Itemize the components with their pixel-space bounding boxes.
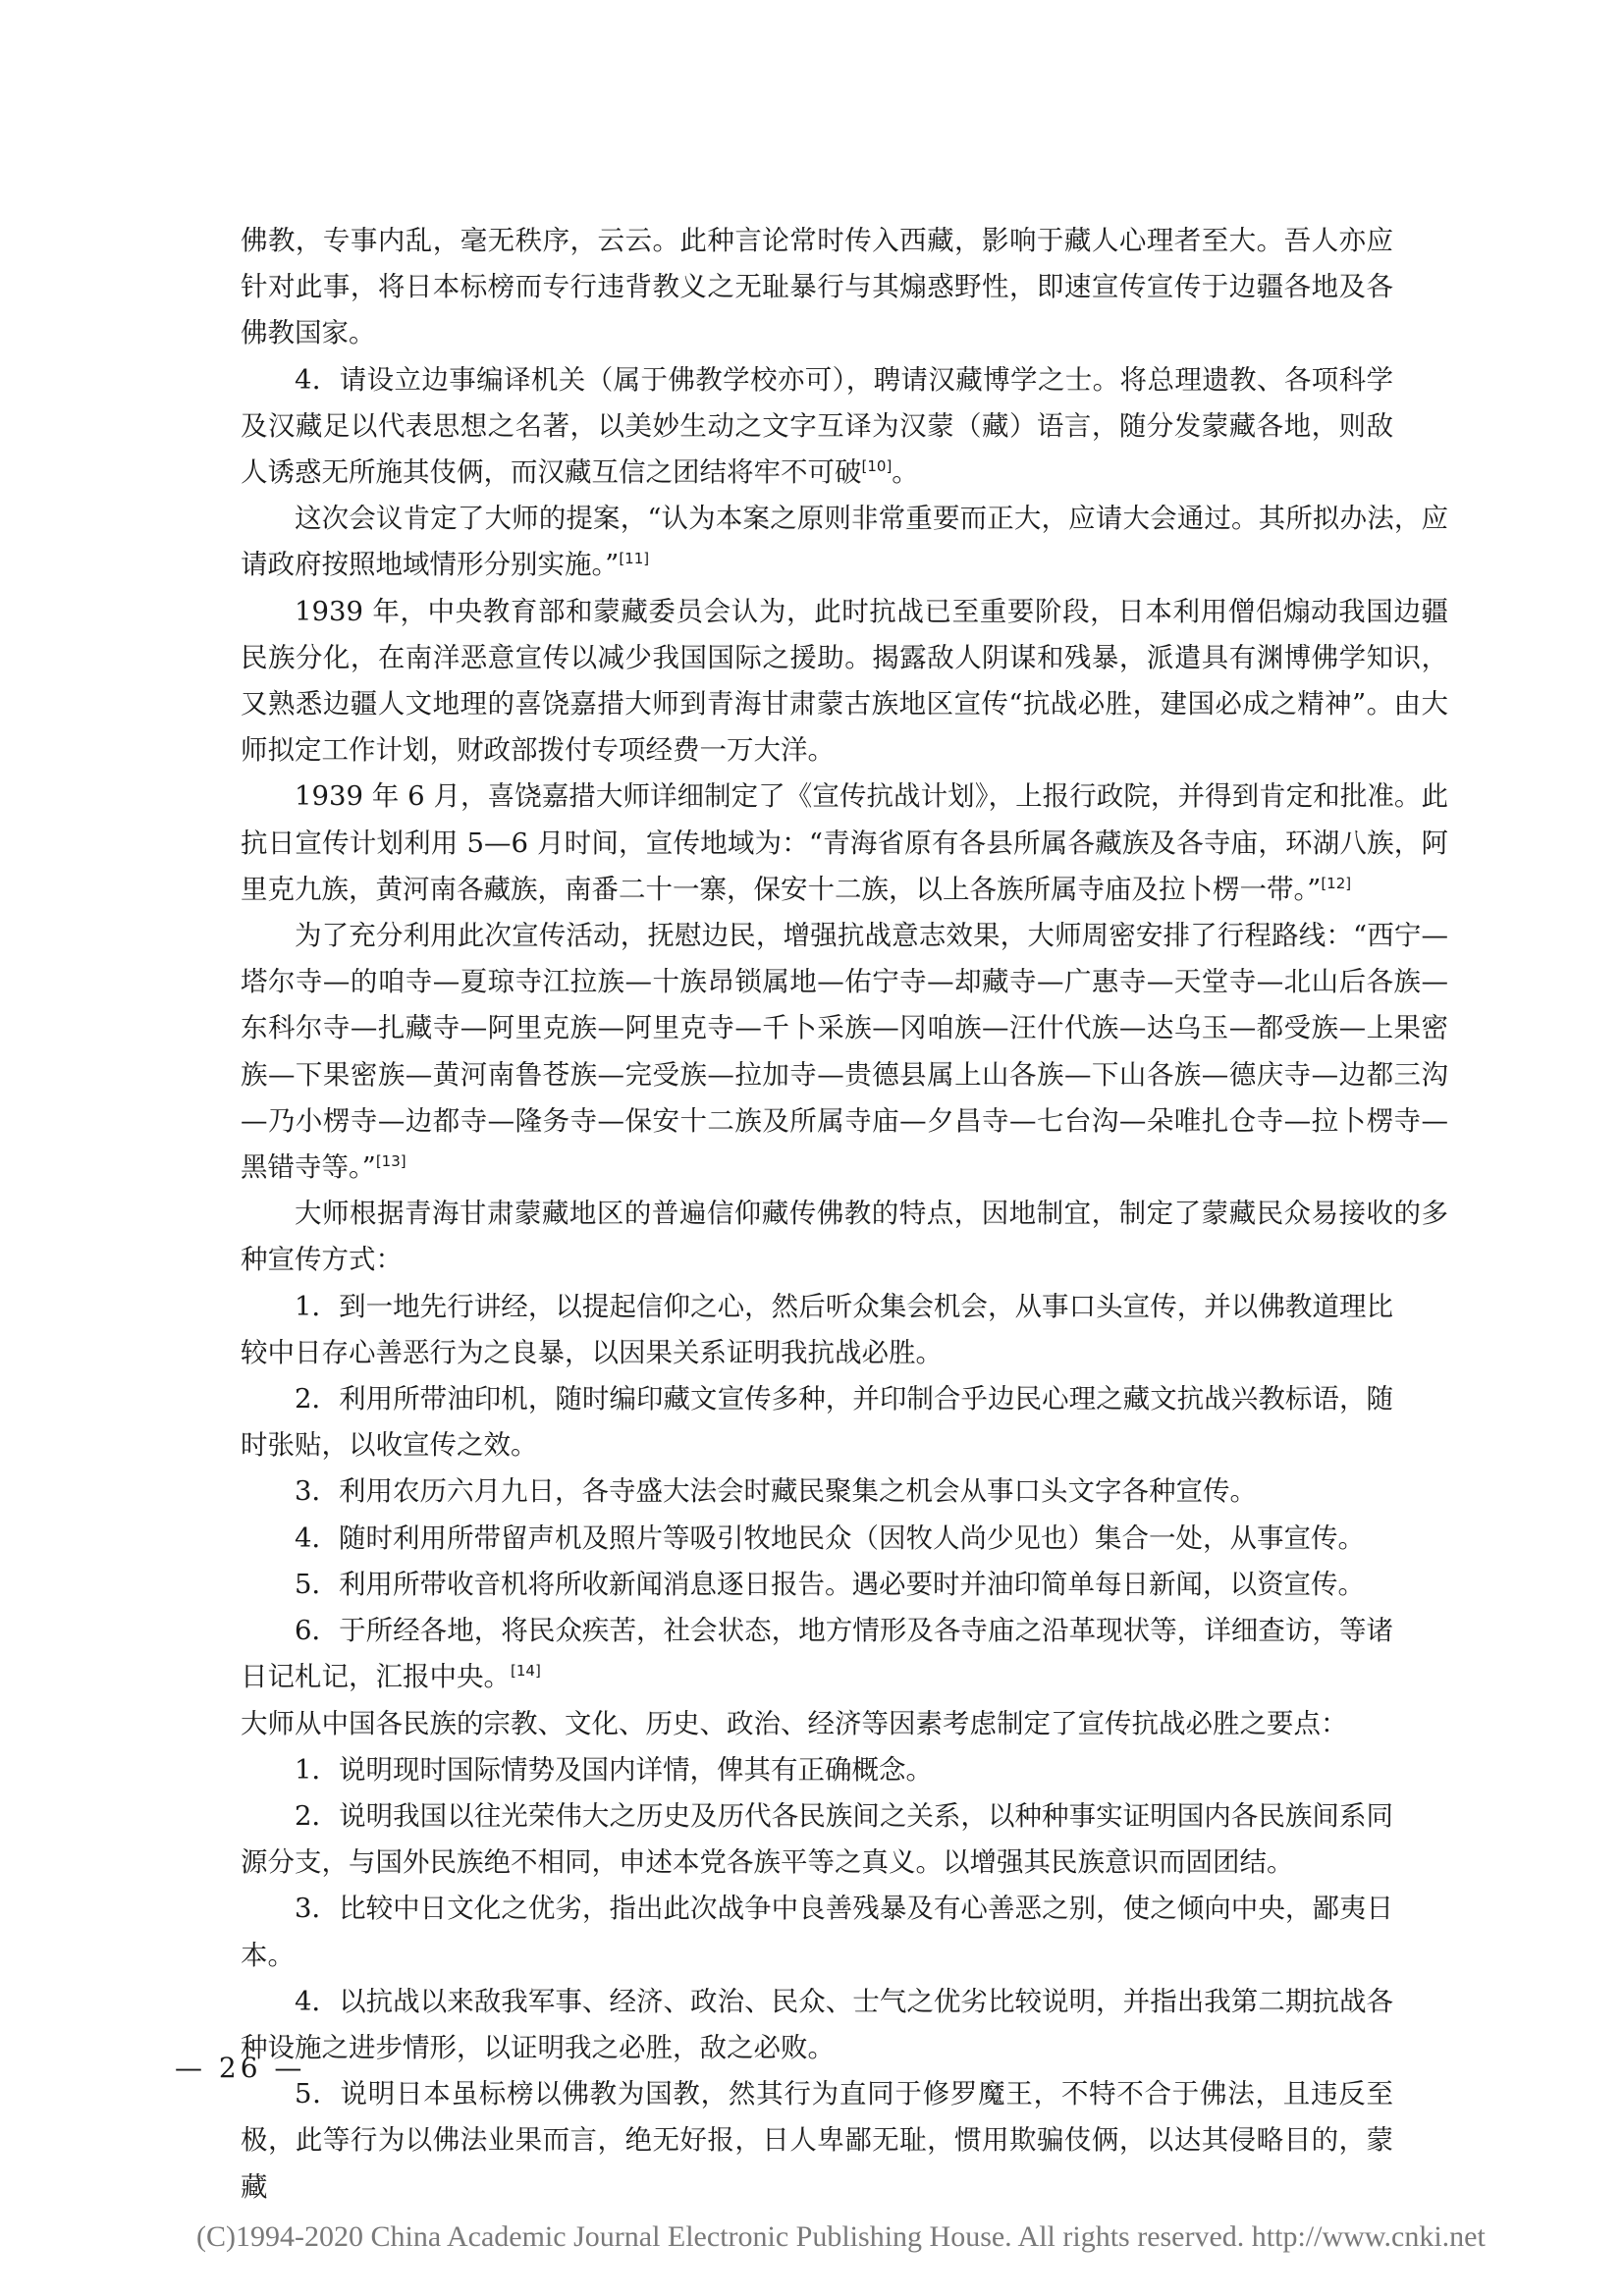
paragraph	[241, 1516, 1393, 1562]
paragraph	[241, 1747, 1393, 1793]
paragraph-text: 为了充分利用此次宣传活动，抚慰边民，增强抗战意志效果，大师周密安排了行程路线：“西宁—塔尔寺—的咱寺—夏琼寺江拉族—十族昂锁属地—佑宁寺—却藏寺—广惠寺—天堂寺—北山后各族—东科尔寺—扎藏寺—阿里克族—阿里克寺—千卜采族—冈咱族—汪什代族—达乌玉—都受族—上果密族—下果密族—黄河南鲁苍族—完受族—拉加寺—贵德县属上山各族—下山各族—德庆寺—边都三沟—乃小楞寺—边都寺—隆务寺—保安十二族及所属寺庙—夕昌寺—七台沟—朵唯扎仓寺—拉卜楞寺—黑错寺等。”	[241, 920, 1448, 1184]
page-number: — 26 —	[175, 2052, 306, 2084]
paragraph-text: 1．说明现时国际情势及国内详情，俾其有正确概念。	[295, 1753, 933, 1786]
paragraph	[241, 1376, 1393, 1468]
citation-reference: [13]	[375, 1151, 406, 1170]
paragraph-text: 大师根据青海甘肃蒙藏地区的普遍信仰藏传佛教的特点，因地制宜，制定了蒙藏民众易接收的多种宣传方式：	[241, 1198, 1448, 1276]
paragraph	[241, 1608, 1393, 1700]
paragraph-text: 2．利用所带油印机，随时编印藏文宣传多种，并印制合乎边民心理之藏文抗战兴教标语，随时张贴，以收宣传之效。	[241, 1383, 1393, 1462]
paragraph	[241, 1468, 1393, 1515]
copyright-footer: (C)1994-2020 China Academic Journal Electronic Publishing House. All rights reserved. http://www.cnki.net	[196, 2220, 1486, 2253]
paragraph	[241, 589, 1448, 774]
paragraph	[241, 1284, 1393, 1376]
paragraph-text: 3．利用农历六月九日，各寺盛大法会时藏民聚集之机会从事口头文字各种宣传。	[295, 1475, 1257, 1508]
paragraph-text: 4．随时利用所带留声机及照片等吸引牧地民众（因牧人尚少见也）集合一处，从事宣传。	[295, 1522, 1365, 1554]
paragraph-text: 6．于所经各地，将民众疾苦，社会状态，地方情形及各寺庙之沿革现状等，详细查访，等诸日记札记，汇报中央。	[241, 1615, 1393, 1693]
paragraph	[241, 1562, 1393, 1608]
article-body	[241, 218, 1448, 2211]
paragraph-text: 这次会议肯定了大师的提案，“认为本案之原则非常重要而正大，应请大会通过。其所拟办法，应请政府按照地域情形分别实施。”	[241, 503, 1448, 581]
paragraph-text: 3．比较中日文化之优劣，指出此次战争中良善残暴及有心善恶之别，使之倾向中央，鄙夷日本。	[241, 1893, 1393, 1971]
paragraph	[241, 357, 1393, 497]
citation-reference: [14]	[511, 1662, 541, 1681]
paragraph	[241, 1793, 1393, 1886]
paragraph-text: 1939 年，中央教育部和蒙藏委员会认为，此时抗战已至重要阶段，日本利用僧侣煽动我国边疆民族分化，在南洋恶意宣传以减少我国国际之援助。揭露敌人阴谋和残暴，派遣具有渊博佛学知识，又熟悉边疆人文地理的喜饶嘉措大师到青海甘肃蒙古族地区宣传“抗战必胜，建国必成之精神”。由大师拟定工作计划，财政部拨付专项经费一万大洋。	[241, 595, 1448, 767]
paragraph	[241, 913, 1448, 1191]
paragraph	[241, 774, 1448, 913]
paragraph-text: 1939 年 6 月，喜饶嘉措大师详细制定了《宣传抗战计划》，上报行政院，并得到肯定和批准。此抗日宣传计划利用 5—6 月时间，宣传地域为：“青海省原有各县所属各藏族及各寺庙，环湖八族，阿里克九族，黄河南各藏族，南番二十一寨，保安十二族，以上各族所属寺庙及拉卜楞一带。”	[241, 780, 1448, 905]
paragraph-text: 4．请设立边事编译机关（属于佛教学校亦可），聘请汉藏博学之士。将总理遗教、各项科学及汉藏足以代表思想之名著，以美妙生动之文字互译为汉蒙（藏）语言，随分发蒙藏各地，则敌人诱惑无所施其伎俩，而汉藏互信之团结将牢不可破	[241, 363, 1393, 489]
paragraph	[241, 1979, 1393, 2071]
paragraph-text: 5．利用所带收音机将所收新闻消息逐日报告。遇必要时并油印简单每日新闻，以资宣传。	[295, 1568, 1365, 1600]
citation-reference: [10]	[861, 456, 893, 475]
paragraph	[241, 218, 1393, 357]
paragraph	[241, 1886, 1393, 1978]
paragraph-text: 1．到一地先行讲经，以提起信仰之心，然后听众集会机会，从事口头宣传，并以佛教道理比较中日存心善恶行为之良暴，以因果关系证明我抗战必胜。	[241, 1290, 1393, 1368]
paragraph	[241, 1191, 1448, 1283]
paragraph-text: 佛教，专事内乱，毫无秩序，云云。此种言论常时传入西藏，影响于藏人心理者至大。吾人亦应针对此事，将日本标榜而专行违背教义之无耻暴行与其煽惑野性，即速宣传宣传于边疆各地及各佛教国家。	[241, 225, 1393, 349]
paragraph-text: 2．说明我国以往光荣伟大之历史及历代各民族间之关系，以种种事实证明国内各民族间系同源分支，与国外民族绝不相同，申述本党各族平等之真义。以增强其民族意识而固团结。	[241, 1799, 1393, 1879]
paragraph-text: 大师从中国各民族的宗教、文化、历史、政治、经济等因素考虑制定了宣传抗战必胜之要点：	[241, 1707, 1348, 1739]
paragraph	[241, 1701, 1448, 1747]
paragraph	[241, 2071, 1393, 2211]
citation-reference: [11]	[619, 550, 650, 568]
citation-reference: [12]	[1321, 874, 1352, 892]
paragraph-text: 4．以抗战以来敌我军事、经济、政治、民众、士气之优劣比较说明，并指出我第二期抗战各种设施之进步情形，以证明我之必胜，敌之必败。	[241, 1985, 1393, 2063]
paragraph-text: 5．说明日本虽标榜以佛教为国教，然其行为直同于修罗魔王，不特不合于佛法，且违反至极，此等行为以佛法业果而言，绝无好报，日人卑鄙无耻，惯用欺骗伎俩，以达其侵略目的，蒙藏	[241, 2078, 1393, 2203]
paragraph-tail: 。	[892, 456, 919, 489]
paragraph	[241, 496, 1448, 588]
